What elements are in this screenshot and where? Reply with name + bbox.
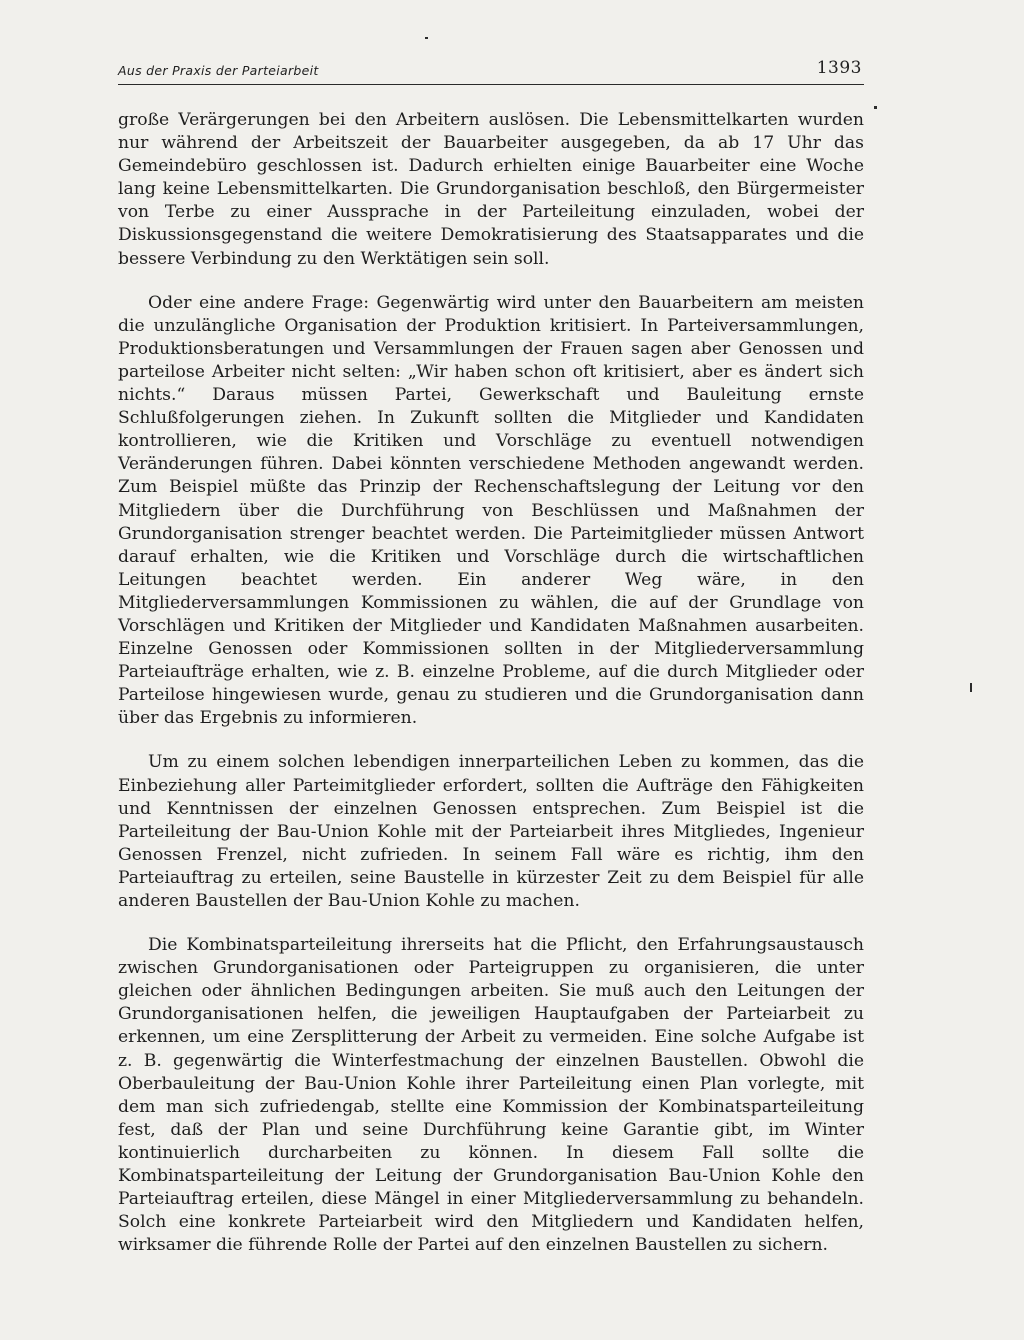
margin-mark <box>970 683 972 692</box>
paragraph-continuation: große Verärgerungen bei den Arbeitern auslösen. Die Lebensmittelkarten wurden nur während der Arbeitszeit der Bauarbeiter ausgegeben, da ab 17 Uhr das Gemeindebüro geschlossen ist. Dadurch erhielten einige Bauarbeiter eine Woche lang keine Lebensmittelkarten. Die Grundorganisation beschloß, den Bürgermeister von Terbe zu einer Aussprache in der Parteileitung einzuladen, wobei der Diskussionsgegenstand die weitere Demokratisierung des Staatsapparates und die bessere Verbindung zu den Werktätigen sein soll. <box>118 110 864 269</box>
paragraph: Oder eine andere Frage: Gegenwärtig wird unter den Bauarbeitern am meisten die unzulängliche Organisation der Produktion kritisiert. In Parteiversammlungen, Produktionsberatungen und Versammlungen der Frauen sagen aber Genossen und parteilose Arbeiter nicht selten: „Wir haben schon oft kritisiert, aber es ändert sich nichts.“ Daraus müssen Partei, Gewerkschaft und Bauleitung ernste Schlußfolgerungen ziehen. In Zukunft sollten die Mitglieder und Kandidaten kontrollieren, wie die Kritiken und Vorschläge zu eventuell notwendigen Veränderungen führen. Dabei könnten verschiedene Methoden angewandt werden. Zum Beispiel müßte das Prinzip der Rechenschaftslegung der Leitung vor den Mitgliedern über die Durchführung von Beschlüssen und Maßnahmen der Grundorganisation strenger beachtet werden. Die Parteimitglieder müssen Antwort darauf erhalten, wie die Kritiken und Vorschläge durch die wirtschaftlichen Leitungen beachtet werden. Ein anderer Weg wäre, in den Mitgliederversammlungen Kommissionen zu wählen, die auf der Grundlage von Vorschlägen und Kritiken der Mitglieder und Kandidaten Maßnahmen ausarbeiten. Einzelne Genossen oder Kommissionen sollten in der Mitgliederversammlung Parteiaufträge erhalten, wie z. B. einzelne Probleme, auf die durch Mitglieder oder Parteilose hingewiesen wurde, genau zu studieren und die Grundorganisation dann über das Ergebnis zu informieren. <box>118 292 864 729</box>
running-title: Aus der Praxis der Parteiarbeit <box>118 63 319 78</box>
page-number: 1393 <box>816 58 862 78</box>
body-text <box>118 109 864 1278</box>
paragraph: Die Kombinatsparteileitung ihrerseits hat die Pflicht, den Erfahrungsaustausch zwischen Grundorganisationen oder Parteigruppen zu organisieren, die unter gleichen oder ähnlichen Bedingungen arbeiten. Sie muß auch den Leitungen der Grundorganisationen helfen, die jeweiligen Hauptaufgaben der Parteiarbeit zu erkennen, um eine Zersplitterung der Arbeit zu vermeiden. Eine solche Aufgabe ist z. B. gegenwärtig die Winterfestmachung der einzelnen Baustellen. Obwohl die Oberbauleitung der Bau-Union Kohle ihrer Parteileitung einen Plan vorlegte, mit dem man sich zufriedengab, stellte eine Kommission der Kombinatsparteileitung fest, daß der Plan und seine Durchführung keine Garantie gibt, im Winter kontinuierlich durcharbeiten zu können. In diesem Fall sollte die Kombinatsparteileitung der Leitung der Grundorganisation Bau-Union Kohle den Parteiauftrag erteilen, diese Mängel in einer Mitgliederversammlung zu behandeln. Solch eine konkrete Parteiarbeit wird den Mitgliedern und Kandidaten helfen, wirksamer die führende Rolle der Partei auf den einzelnen Baustellen zu sichern. <box>118 935 864 1256</box>
page-header <box>118 60 864 85</box>
print-speck <box>425 37 428 39</box>
paragraph: Um zu einem solchen lebendigen innerparteilichen Leben zu kommen, das die Einbeziehung aller Parteimitglieder erfordert, sollten die Aufträge den Fähigkeiten und Kenntnissen der einzelnen Genossen entsprechen. Zum Beispiel ist die Parteileitung der Bau-Union Kohle mit der Parteiarbeit ihres Mitgliedes, Ingenieur Genossen Frenzel, nicht zufrieden. In seinem Fall wäre es richtig, ihm den Parteiauftrag zu erteilen, seine Baustelle in kürzester Zeit zu dem Beispiel für alle anderen Baustellen der Bau-Union Kohle zu machen. <box>118 752 864 911</box>
print-speck <box>874 106 877 109</box>
